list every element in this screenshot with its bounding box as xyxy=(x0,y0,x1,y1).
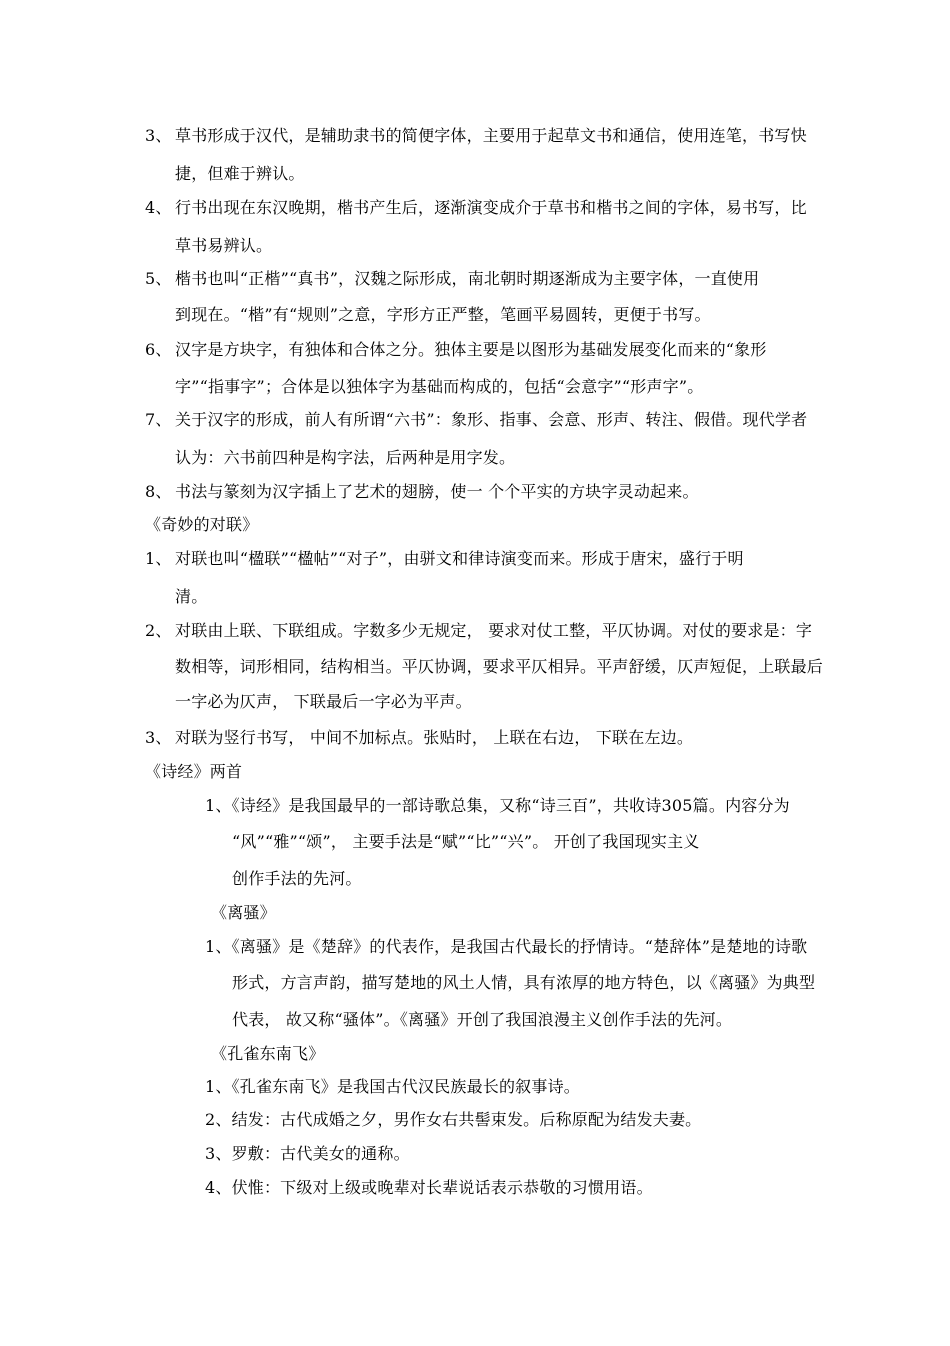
item-number: 4、 xyxy=(145,198,172,217)
list-item: 1、《孔雀东南飞》是我国古代汉民族最长的叙事诗。 xyxy=(205,1077,580,1096)
item-text: 对联由上联、下联组成。字数多少无规定， 要求对仗工整，平仄协调。对仗的要求是：字 xyxy=(175,621,813,640)
list-item xyxy=(145,728,693,748)
list-item: 1、《离骚》是《楚辞》的代表作，是我国古代最长的抒情诗。“楚辞体”是楚地的诗歌 xyxy=(205,937,808,956)
item-number: 3、 xyxy=(145,126,172,145)
item-number: 7、 xyxy=(145,410,172,429)
list-item: 1、《诗经》是我国最早的一部诗歌总集，又称“诗三百”，共收诗305篇。内容分为 xyxy=(205,796,790,815)
item-number: 2、 xyxy=(145,621,172,640)
item-text-continued: 一字必为仄声， 下联最后一字必为平声。 xyxy=(175,692,472,711)
section-heading: 《孔雀东南飞》 xyxy=(211,1044,325,1063)
list-item xyxy=(145,482,699,502)
item-text: 草书形成于汉代，是辅助隶书的简便字体，主要用于起草文书和通信，使用连笔，书写快 xyxy=(175,126,807,145)
item-text: 汉字是方块字，有独体和合体之分。独体主要是以图形为基础发展变化而来的“象形 xyxy=(175,340,767,359)
item-text-continued: 认为：六书前四种是构字法，后两种是用字发。 xyxy=(175,448,516,467)
item-text-continued: 创作手法的先河。 xyxy=(232,869,362,888)
list-item: 2、结发：古代成婚之夕，男作女右共髻束发。后称原配为结发夫妻。 xyxy=(205,1110,702,1129)
item-text-continued: 形式，方言声韵，描写楚地的风土人情，具有浓厚的地方特色，以《离骚》为典型 xyxy=(232,973,816,992)
item-text-continued: 代表， 故又称“骚体”。《离骚》开创了我国浪漫主义创作手法的先河。 xyxy=(232,1010,733,1029)
section-heading: 《奇妙的对联》 xyxy=(145,515,259,534)
item-number: 3、 xyxy=(145,728,172,747)
item-text: 对联为竖行书写， 中间不加标点。张贴时， 上联在右边， 下联在左边。 xyxy=(175,728,694,747)
section-heading: 《诗经》两首 xyxy=(145,762,243,781)
section-heading: 《离骚》 xyxy=(211,903,276,922)
item-text-continued: 到现在。“楷”有“规则”之意，字形方正严整，笔画平易圆转，更便于书写。 xyxy=(175,305,711,324)
item-number: 1、 xyxy=(145,549,172,568)
item-text-continued: 捷，但难于辨认。 xyxy=(175,164,305,183)
list-item: 3、罗敷：古代美女的通称。 xyxy=(205,1144,410,1163)
list-item: 4、伏惟：下级对上级或晚辈对长辈说话表示恭敬的习惯用语。 xyxy=(205,1178,653,1197)
list-item xyxy=(145,549,744,569)
list-item xyxy=(145,269,759,289)
list-item xyxy=(145,198,807,218)
item-number: 5、 xyxy=(145,269,172,288)
item-text: 书法与篆刻为汉字插上了艺术的翅膀，使一 个个平实的方块字灵动起来。 xyxy=(175,482,699,501)
item-text: 对联也叫“楹联”“楹帖”“对子”，由骈文和律诗演变而来。形成于唐宋，盛行于明 xyxy=(175,549,744,568)
item-text-continued: 草书易辨认。 xyxy=(175,236,273,255)
list-item xyxy=(145,621,812,641)
item-text: 关于汉字的形成，前人有所谓“六书”：象形、指事、会意、形声、转注、假借。现代学者 xyxy=(175,410,808,429)
list-item xyxy=(145,126,807,146)
item-text-continued: “风”“雅”“颂”， 主要手法是“赋”“比”“兴”。 开创了我国现实主义 xyxy=(232,832,700,851)
item-text: 楷书也叫“正楷”“真书”，汉魏之际形成，南北朝时期逐渐成为主要字体，一直使用 xyxy=(175,269,760,288)
item-text-continued: 字”“指事字”；合体是以独体字为基础而构成的，包括“会意字”“形声字”。 xyxy=(175,377,704,396)
item-text-continued: 清。 xyxy=(175,587,208,606)
item-text: 行书出现在东汉晚期，楷书产生后，逐渐演变成介于草书和楷书之间的字体，易书写，比 xyxy=(175,198,807,217)
item-text-continued: 数相等，词形相同，结构相当。平仄协调，要求平仄相异。平声舒缓，仄声短促，上联最后 xyxy=(175,657,824,676)
item-number: 8、 xyxy=(145,482,172,501)
list-item xyxy=(145,340,767,360)
list-item xyxy=(145,410,807,430)
item-number: 6、 xyxy=(145,340,172,359)
